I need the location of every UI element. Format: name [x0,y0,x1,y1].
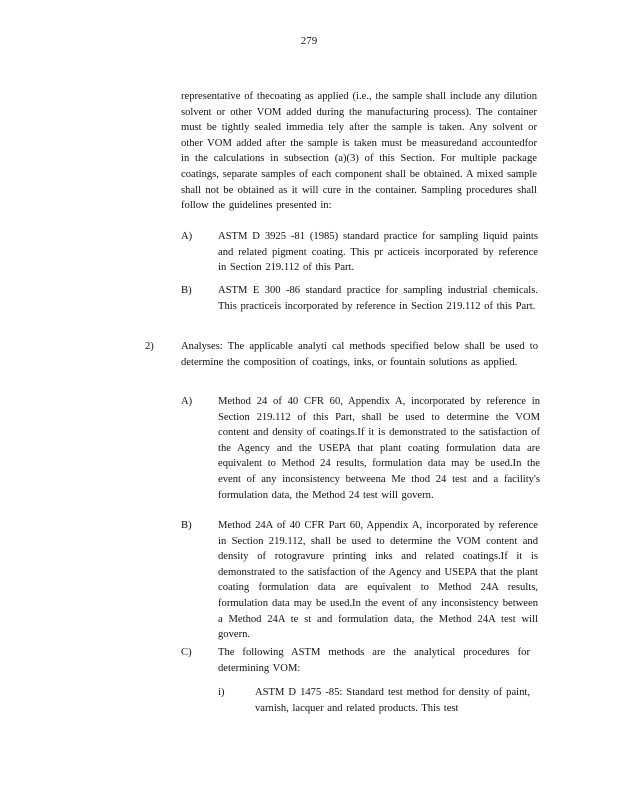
sampling-a-text: ASTM D 3925 -81 (1985) standard practice for sampling liquid paints and related pigment coating. This pr acticeis incorporated by reference in Section 219.112 of this Part. [218,231,538,274]
analyses-c-marker: C) [181,647,192,658]
analyses-b-marker: B) [181,520,192,531]
astm-i-marker: i) [218,687,225,698]
analyses-b-text: Method 24A of 40 CFR Part 60, Appendix A, incorporated by reference in Section 219.112, shall be used to determine the VOM content and density of rotogravure printing inks and related coatings.If it is demonstrated to the satisfaction of the Agency and USEPA that the plant coating formulation data are equivalent to Method 24A results, formulation data may be used.In the event of any inconsistency between a Method 24A te st and formulation data, the Method 24A test will govern. [218,520,538,641]
astm-i-text: ASTM D 1475 -85: Standard test method for density of paint, varnish, lacquer and related products. This test [255,687,530,714]
sampling-b-text: ASTM E 300 -86 standard practice for sampling industrial chemicals. This practiceis incorporated by reference in Section 219.112 of this Part. [218,285,538,312]
sampling-a-marker: A) [181,231,193,242]
page-number: 279 [300,35,318,47]
analyses-a-marker: A) [181,396,193,407]
intro-paragraph: representative of thecoating as applied (i.e., the sample shall include any dilution solvent or other VOM added during the manufacturing process). The container must be tightly sealed immedia tely after the sample is taken. Any solvent or other VOM added after the sample is taken must be measuredand accountedfor in the calculations in subsection (a)(3) of this Section. For multiple package coatings, separate samples of each component shall be obtained. A mixed sample shall not be obtained as it will cure in the container. Sampling procedures shall follow the guidelines presented in: [181,91,537,212]
analyses-a-text: Method 24 of 40 CFR 60, Appendix A, incorporated by reference in Section 219.112 of this Part, shall be used to determine the VOM content and density of coatings.If it is demonstrated to the satisfaction of the Agency and the USEPA that plant coating formulation data are equivalent to Method 24 results, formulation data may be used.In the event of any inconsistency betweena Me thod 24 test and a facility's formulation data, the Method 24 test will govern. [218,396,540,501]
item-2-marker: 2) [145,341,154,352]
analyses-c-text: The following ASTM methods are the analytical procedures for determining VOM: [218,647,530,674]
sampling-b-marker: B) [181,285,192,296]
item-2-text: Analyses: The applicable analyti cal methods specified below shall be used to determine the composition of coatings, inks, or fountain solutions as applied. [181,341,538,368]
